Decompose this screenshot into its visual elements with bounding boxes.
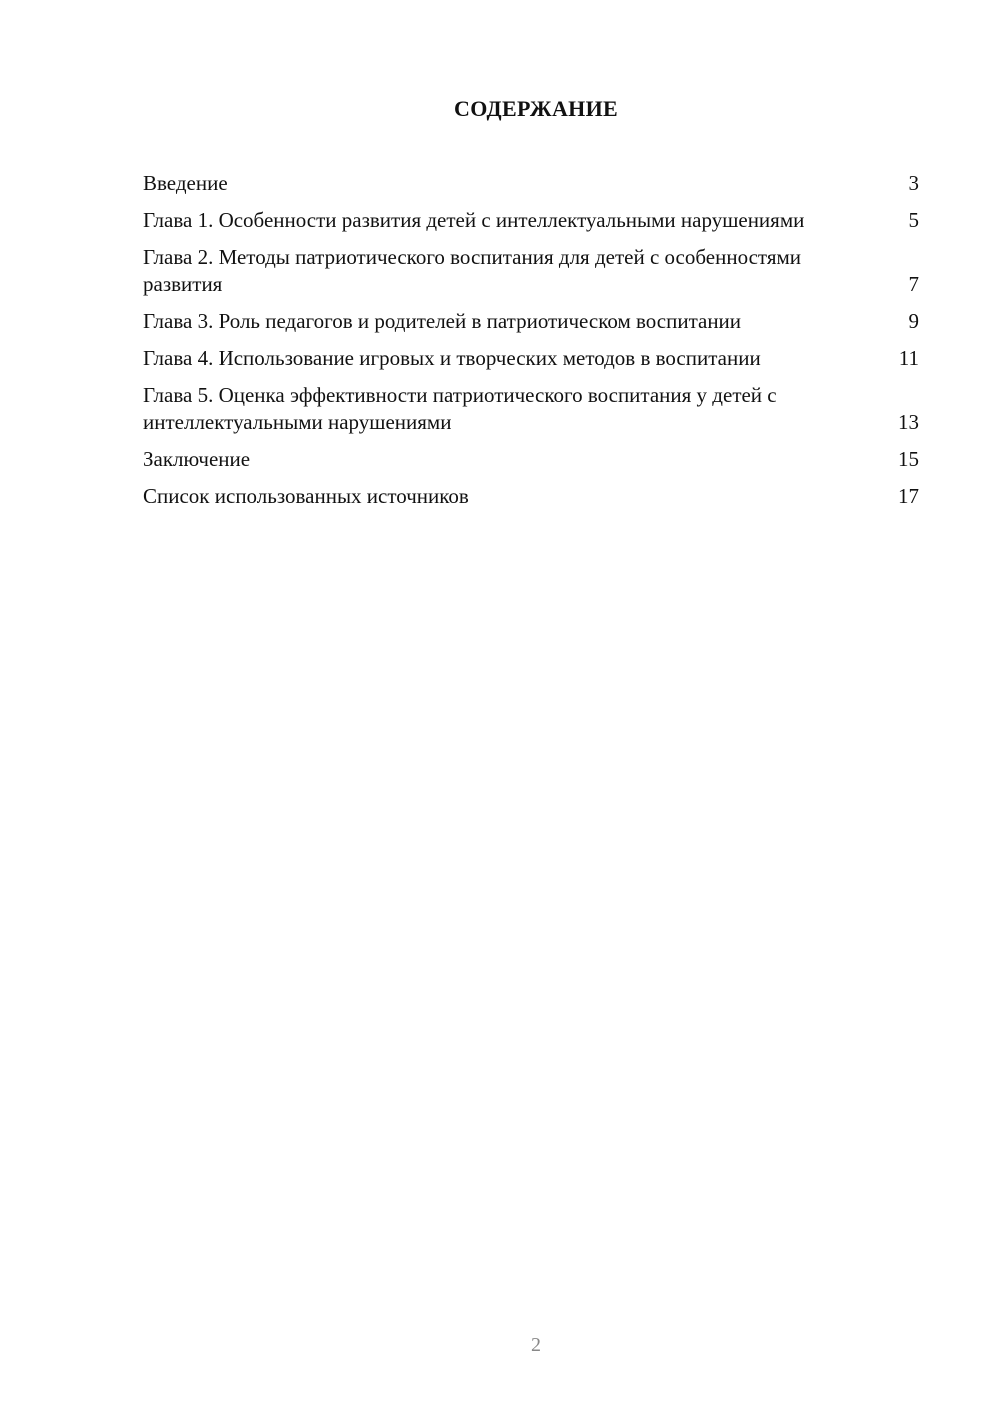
- toc-entry-conclusion[interactable]: [143, 446, 919, 473]
- table-of-contents: [143, 170, 919, 520]
- toc-entry-text: Заключение: [143, 447, 251, 471]
- toc-entry-chapter-3[interactable]: [143, 308, 919, 335]
- toc-entry-page: 7: [908, 272, 919, 296]
- toc-entry-page: 13: [898, 410, 919, 434]
- toc-entry-references[interactable]: [143, 483, 919, 510]
- toc-entry-introduction[interactable]: [143, 170, 919, 197]
- toc-entry-text: Глава 3. Роль педагогов и родителей в патриотическом воспитании: [143, 309, 742, 333]
- toc-entry-page: 3: [908, 171, 919, 195]
- toc-entry-page: 5: [908, 208, 919, 232]
- toc-title: СОДЕРЖАНИЕ: [454, 96, 618, 121]
- toc-entry-text: Список использованных источников: [143, 484, 469, 508]
- toc-entry-chapter-2[interactable]: [143, 244, 919, 298]
- toc-entry-chapter-1[interactable]: [143, 207, 919, 234]
- toc-entry-page: 11: [898, 346, 919, 370]
- toc-entry-text: Глава 1. Особенности развития детей с интеллектуальными нарушениями: [143, 208, 805, 232]
- toc-entry-page: 17: [898, 484, 919, 508]
- toc-entry-text: Введение: [143, 171, 228, 195]
- toc-entry-chapter-5[interactable]: [143, 382, 919, 436]
- toc-entry-text: Глава 5. Оценка эффективности патриотического воспитания у детей с интеллектуальными нарушениями: [143, 383, 777, 434]
- toc-entry-text: Глава 2. Методы патриотического воспитания для детей с особенностями развития: [143, 245, 802, 296]
- toc-entry-chapter-4[interactable]: [143, 345, 919, 372]
- page-number: 2: [531, 1334, 541, 1356]
- toc-entry-page: 9: [908, 309, 919, 333]
- toc-entry-page: 15: [898, 447, 919, 471]
- toc-entry-text: Глава 4. Использование игровых и творческих методов в воспитании: [143, 346, 761, 370]
